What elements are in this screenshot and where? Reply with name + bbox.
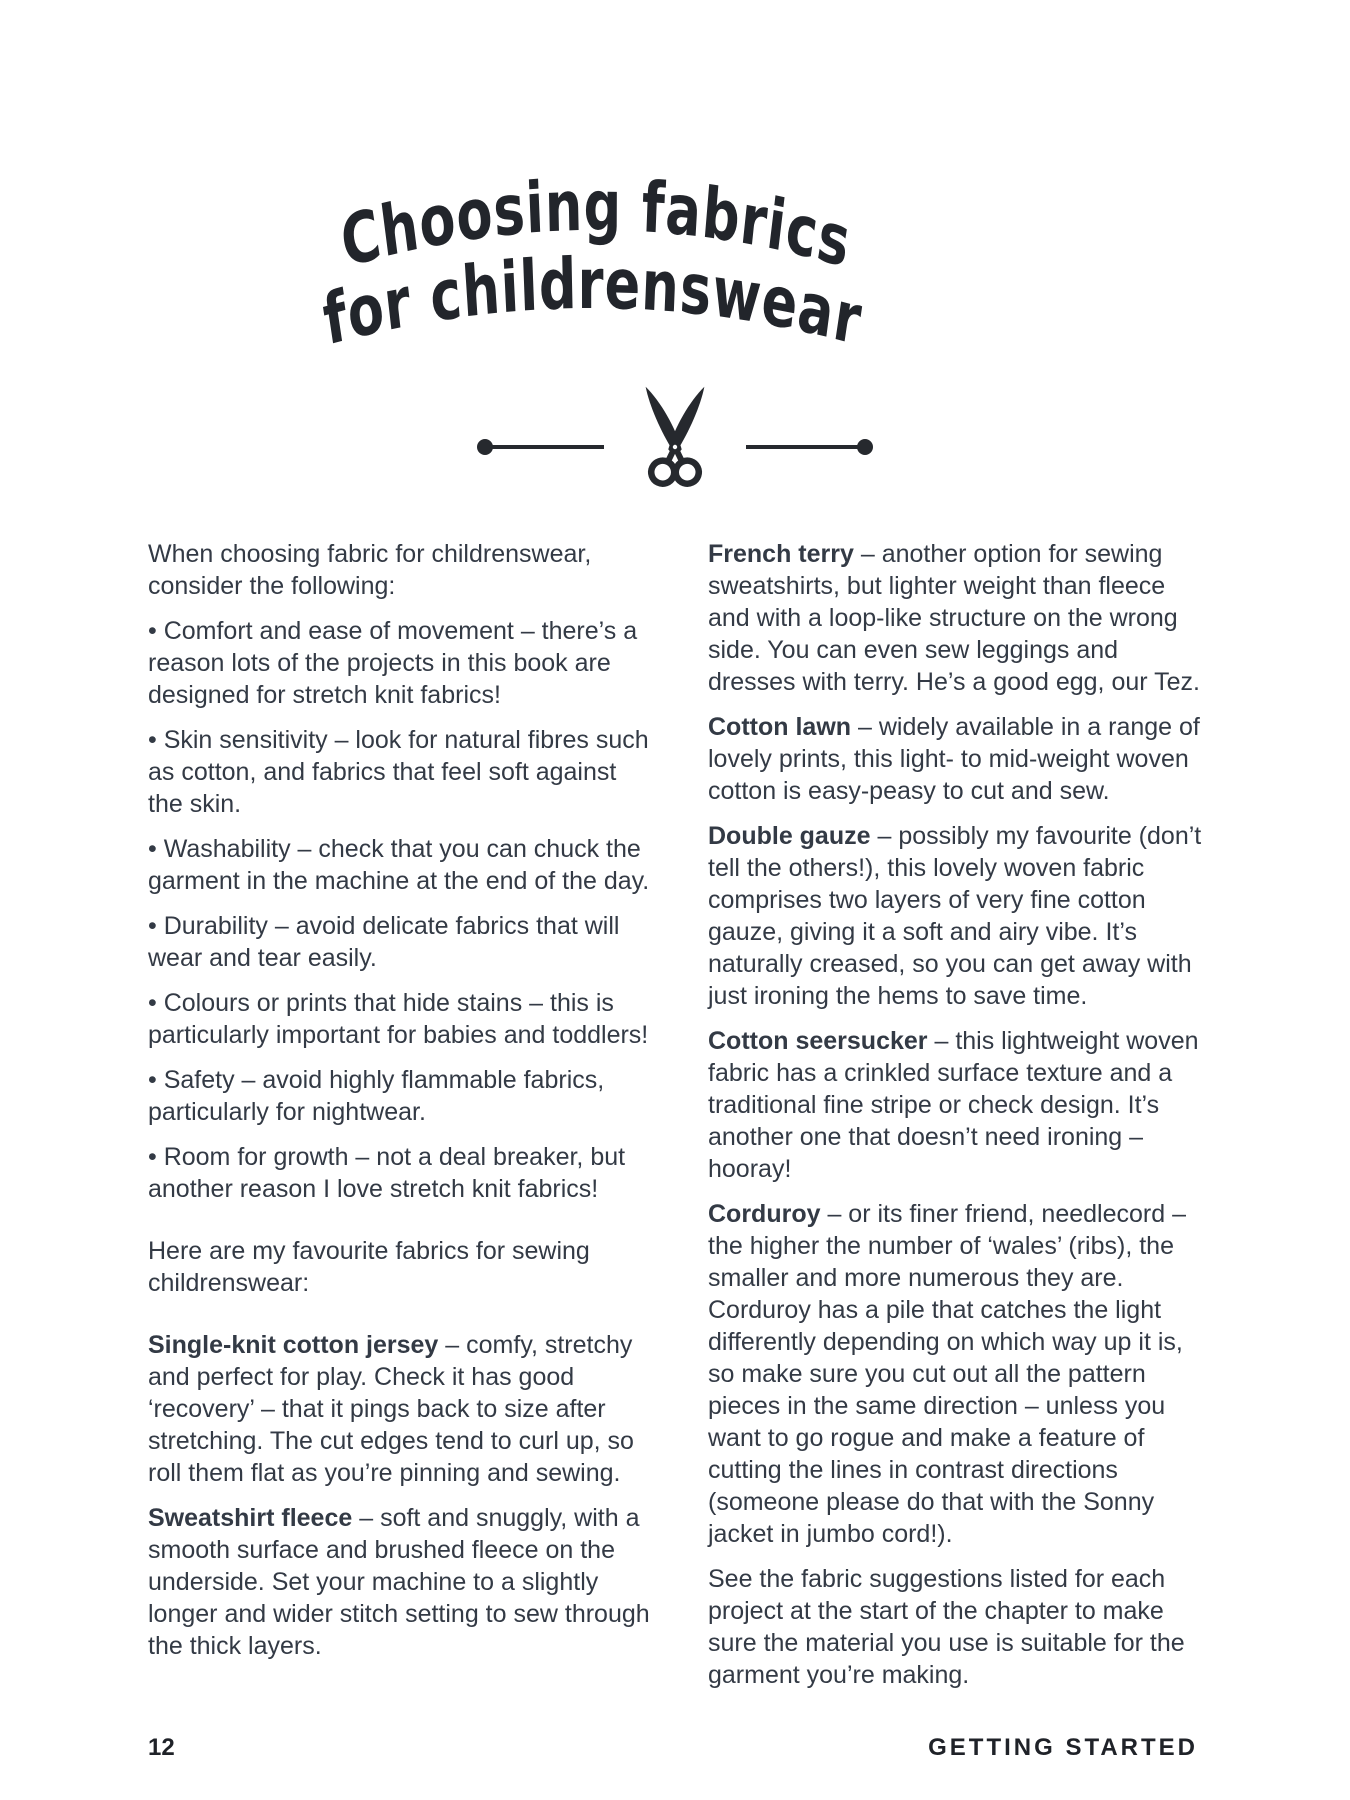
body-columns: [148, 538, 1210, 1704]
fabric-term: Single-knit cotton jersey: [148, 1331, 439, 1359]
scissors-blade-left: [635, 382, 702, 488]
fabric-entry: [148, 1329, 650, 1489]
page-number: 12: [148, 1734, 175, 1761]
fabric-entry: [708, 1198, 1210, 1550]
fabric-term: Cotton seersucker: [708, 1027, 928, 1055]
scissors-handle: [672, 457, 703, 488]
divider-dot-left: [477, 439, 493, 455]
left-column: [148, 538, 650, 1704]
bullet-item: • Durability – avoid delicate fabrics that will wear and tear easily.: [148, 912, 620, 972]
fabric-entry: [708, 1025, 1210, 1185]
fabric-desc: – or its finer friend, needlecord – the higher the number of ‘wales’ (ribs), the smaller and more numerous they are. Corduroy has a pile that catches the light differently depending on which way up it is, so make sure you cut out all the pattern pieces in the same direction – unless you want to go rogue and make a feature of cutting the lines in contrast directions (someone please do that with the Sonny jacket in jumbo cord!).: [708, 1200, 1186, 1548]
bullet-item: • Room for growth – not a deal breaker, but another reason I love stretch knit fabrics!: [148, 1143, 626, 1203]
section-label: GETTING STARTED: [928, 1734, 1198, 1761]
fabric-desc: – comfy, stretchy and perfect for play. Check it has good ‘recovery’ – that it pings back to size after stretching. The cut edges tend to curl up, so roll them flat as you’re pinning and sewing.: [148, 1331, 634, 1487]
fabric-entry: [148, 1502, 650, 1662]
fabric-term: Double gauze: [708, 822, 871, 850]
scissors-pivot: [673, 445, 677, 449]
fabric-term: French terry: [708, 540, 854, 568]
scissors-icon: [635, 382, 714, 488]
fabric-desc: – widely available in a range of lovely prints, this light- to mid-weight woven cotton is easy-peasy to cut and sew.: [708, 713, 1200, 805]
bullet-item: • Safety – avoid highly flammable fabrics, particularly for nightwear.: [148, 1066, 605, 1126]
bullet-item: • Comfort and ease of movement – there’s a reason lots of the projects in this book are designed for stretch knit fabrics!: [148, 617, 638, 709]
fabric-term: Corduroy: [708, 1200, 821, 1228]
header-art: [0, 0, 1350, 520]
fabric-term: Cotton lawn: [708, 713, 852, 741]
fabric-desc: – possibly my favourite (don’t tell the others!), this lovely woven fabric comprises two layers of very fine cotton gauze, giving it a soft and airy vibe. It’s naturally creased, so you can get away with just ironing the hems to save time.: [708, 822, 1202, 1010]
intro-paragraph: When choosing fabric for childrenswear, consider the following:: [148, 540, 592, 600]
fabric-entry: [708, 538, 1210, 698]
right-column: [708, 538, 1210, 1704]
fabric-entry: [708, 820, 1210, 1012]
bullet-item: • Washability – check that you can chuck the garment in the machine at the end of the day.: [148, 835, 650, 895]
fabric-entry: [708, 711, 1210, 807]
fabric-term: Sweatshirt fleece: [148, 1504, 353, 1532]
closing-paragraph: See the fabric suggestions listed for each project at the start of the chapter to make sure the material you use is suitable for the garment you’re making.: [708, 1565, 1185, 1689]
page-footer: [148, 1734, 1198, 1762]
bullet-item: • Colours or prints that hide stains – this is particularly important for babies and toddlers!: [148, 989, 649, 1049]
page-title-line-1: Choosing fabrics: [335, 165, 857, 284]
fabric-desc: – soft and snuggly, with a smooth surface and brushed fleece on the underside. Set your machine to a slightly longer and wider stitch setting to sew through the thick layers.: [148, 1504, 650, 1660]
scissors-blade-right: [647, 382, 714, 488]
page-title-line-2: for childrenswear: [318, 243, 867, 362]
bullet-item: • Skin sensitivity – look for natural fibres such as cotton, and fabrics that feel soft against the skin.: [148, 726, 649, 818]
fabric-desc: – another option for sewing sweatshirts, but lighter weight than fleece and with a loop-like structure on the wrong side. You can even sew leggings and dresses with terry. He’s a good egg, our Tez.: [708, 540, 1200, 696]
fabric-desc: – this lightweight woven fabric has a crinkled surface texture and a traditional fine stripe or check design. It’s another one that doesn’t need ironing – hooray!: [708, 1027, 1199, 1183]
favourites-intro: Here are my favourite fabrics for sewing childrenswear:: [148, 1237, 590, 1297]
divider-dot-right: [857, 439, 873, 455]
